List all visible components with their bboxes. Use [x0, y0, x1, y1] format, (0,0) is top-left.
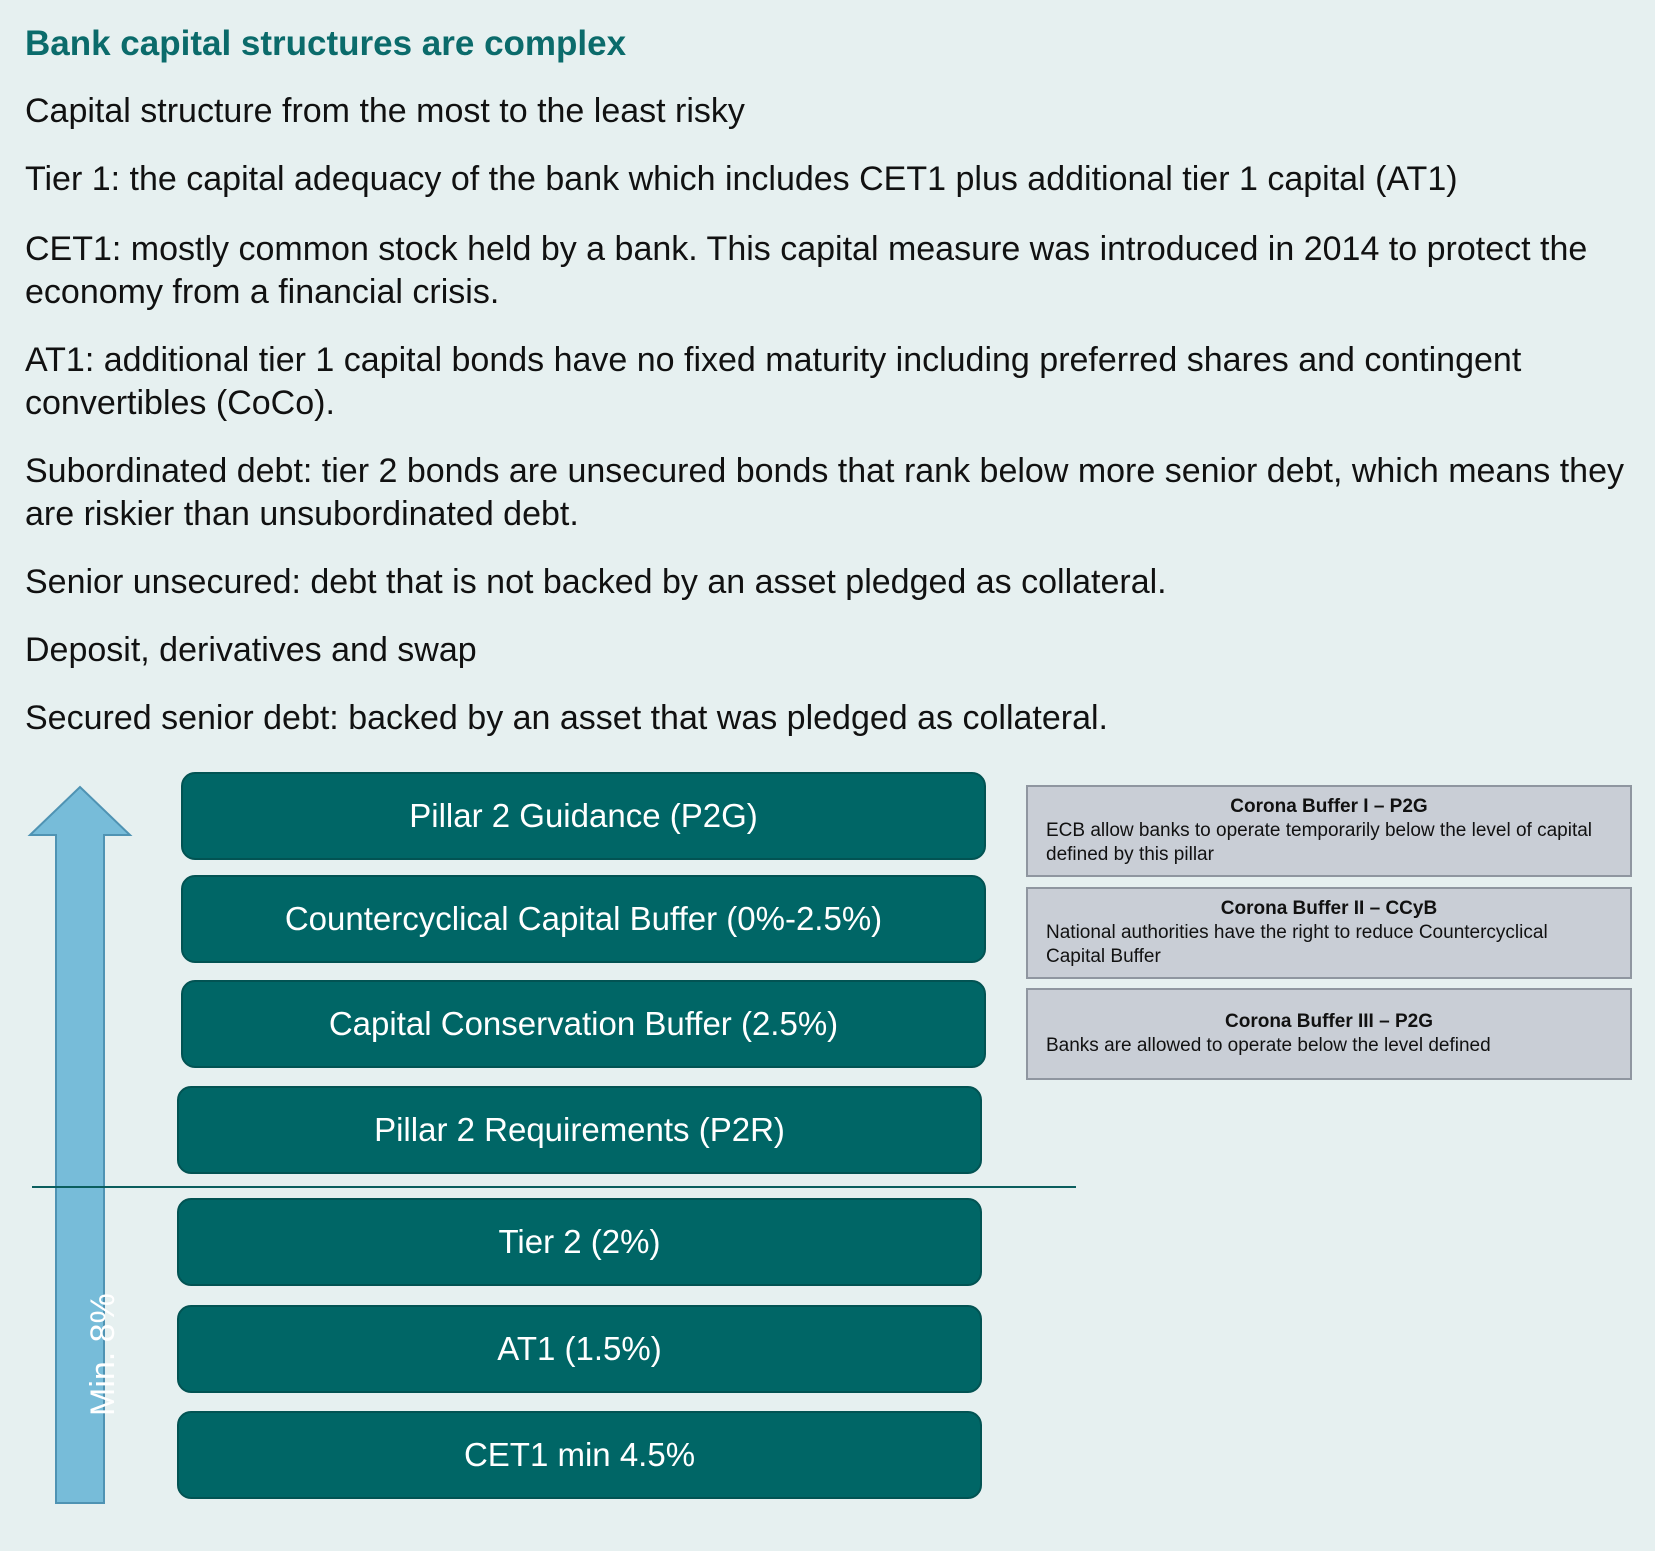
paragraph-senior-unsecured: Senior unsecured: debt that is not backed by an asset pledged as collateral.: [25, 563, 1167, 601]
paragraph-at1: AT1: additional tier 1 capital bonds have no fixed maturity including preferred shares and contingent convertibles (CoCo).: [25, 341, 1522, 422]
corona-buffer-text: Banks are allowed to operate below the level defined: [1046, 1035, 1491, 1056]
corona-buffer-2: [1026, 887, 1632, 979]
paragraph-tier1: Tier 1: the capital adequacy of the bank which includes CET1 plus additional tier 1 capital (AT1): [25, 160, 1458, 198]
corona-buffer-title: Corona Buffer II – CCyB: [1220, 898, 1438, 919]
block-countercyclical-buffer: Countercyclical Capital Buffer (0%-2.5%): [181, 875, 986, 963]
block-tier2: Tier 2 (2%): [177, 1198, 982, 1286]
corona-buffer-title: Corona Buffer III – P2G: [1225, 1011, 1433, 1032]
corona-buffer-1: [1026, 785, 1632, 877]
paragraph-risk-order: Capital structure from the most to the least risky: [25, 92, 745, 130]
corona-buffer-title: Corona Buffer I – P2G: [1230, 796, 1428, 817]
corona-buffer-text: National authorities have the right to reduce Countercyclical Capital Buffer: [1046, 922, 1548, 967]
paragraph-deposit: Deposit, derivatives and swap: [25, 631, 477, 669]
block-pillar2-requirements: Pillar 2 Requirements (P2R): [177, 1086, 982, 1174]
page-title: Bank capital structures are complex: [25, 24, 627, 63]
block-pillar2-guidance: Pillar 2 Guidance (P2G): [181, 772, 986, 860]
paragraph-subordinated-debt: Subordinated debt: tier 2 bonds are unsecured bonds that rank below more senior debt, which means they are riskier than unsubordinated debt.: [25, 452, 1624, 533]
min-requirement-divider: [32, 1186, 1076, 1188]
corona-buffer-text: ECB allow banks to operate temporarily below the level of capital defined by this pillar: [1046, 820, 1593, 865]
block-conservation-buffer: Capital Conservation Buffer (2.5%): [181, 980, 986, 1068]
paragraph-cet1: CET1: mostly common stock held by a bank. This capital measure was introduced in 2014 to protect the economy from a financial crisis.: [25, 230, 1588, 311]
arrow-label: Min. 8%: [84, 1293, 122, 1416]
paragraph-secured-senior: Secured senior debt: backed by an asset that was pledged as collateral.: [25, 699, 1109, 737]
up-arrow-icon: [0, 0, 140, 1510]
block-at1: AT1 (1.5%): [177, 1305, 982, 1393]
corona-buffer-3: [1026, 988, 1632, 1080]
block-cet1: CET1 min 4.5%: [177, 1411, 982, 1499]
